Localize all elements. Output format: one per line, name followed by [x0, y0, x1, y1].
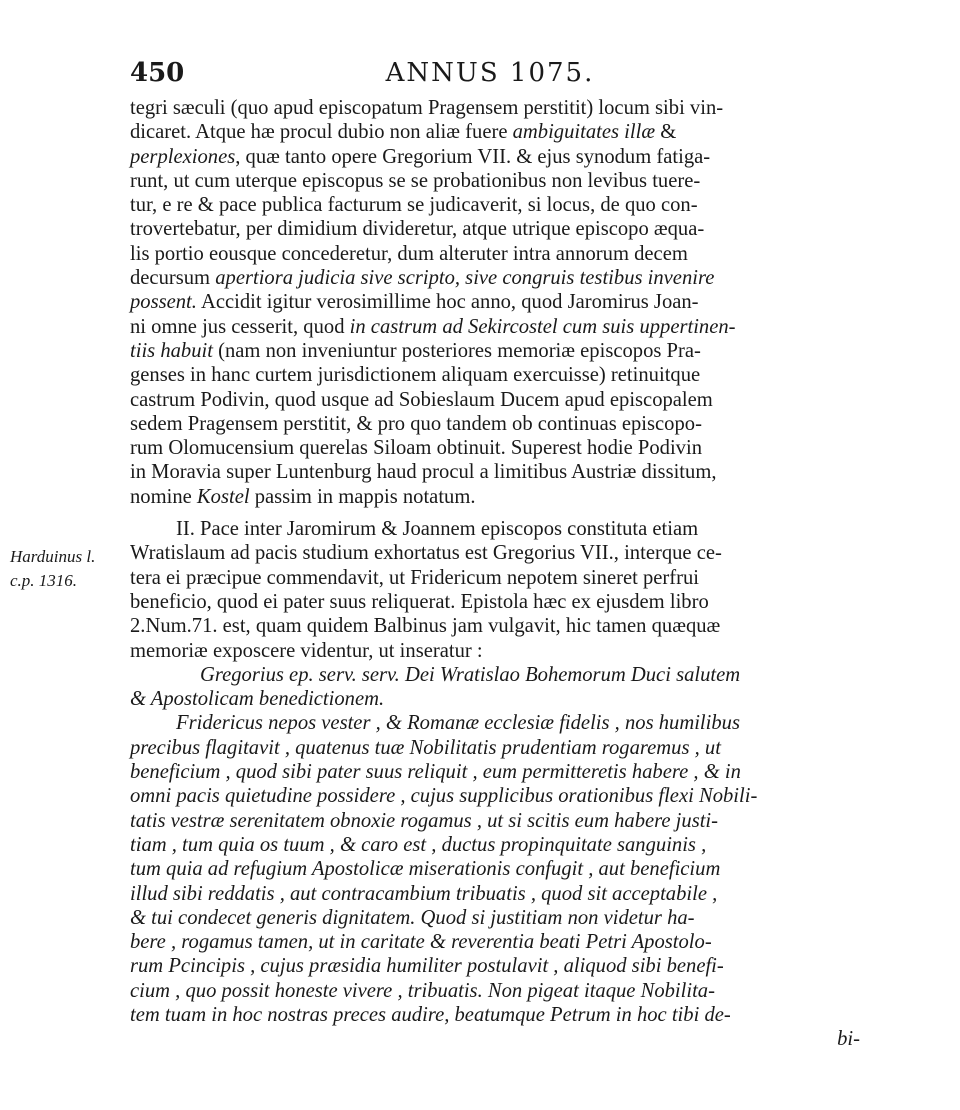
italic-span: illud sibi reddatis , aut contracambium tribuatis , quod sit acceptabile , — [130, 882, 718, 905]
text-span: passim in mappis notatum. — [249, 485, 476, 508]
margin-note — [10, 545, 130, 593]
italic-span: Kostel — [196, 485, 250, 508]
italic-span: ambiguitates illæ — [512, 121, 656, 144]
italic-span: perplexiones — [130, 145, 236, 168]
text-line — [130, 460, 860, 484]
text-line — [130, 436, 860, 460]
text-span: tera ei præcipue commendavit, ut Fridericum nepotem sineret perfrui — [130, 566, 699, 589]
text-line — [130, 242, 860, 266]
text-line — [130, 954, 860, 978]
text-line — [130, 485, 860, 509]
text-span: tur, e re & pace publica facturum se judicaverit, si locus, de quo con- — [130, 194, 698, 217]
text-line — [130, 339, 860, 363]
text-span: tegri sæculi (quo apud episcopatum Pragensem perstitit) locum sibi vin- — [130, 97, 724, 119]
text-span: beneficio, quod ei pater suus reliquerat. Epistola hæc ex ejusdem libro — [130, 590, 709, 613]
text-line — [130, 412, 860, 436]
margin-note-line: c.p. 1316. — [10, 571, 78, 590]
page-header — [130, 58, 850, 94]
text-span: (nam non inveniuntur posteriores memoriæ episcopos Pra- — [212, 339, 701, 362]
italic-span: in castrum ad Sekircostel cum suis uppertinen- — [349, 315, 736, 338]
text-line — [130, 736, 860, 760]
text-line — [130, 663, 860, 687]
italic-span: tum quia ad refugium Apostolicæ miserationis confugit , aut beneficium — [130, 858, 721, 881]
text-span: rum Olomucensium querelas Siloam obtinuit. Superest hodie Podivin — [130, 437, 702, 460]
italic-span: tem tuam in hoc nostras preces audire, beatumque Petrum in hoc tibi de- — [130, 1003, 731, 1026]
body-text — [130, 96, 860, 1052]
text-line — [130, 760, 860, 784]
italic-span: & Apostolicam benedictionem. — [130, 688, 385, 711]
text-line — [130, 857, 860, 881]
text-span: ni omne jus cesserit, quod — [130, 315, 350, 338]
text-line — [130, 590, 860, 614]
text-span: & — [655, 121, 677, 144]
italic-span: bi- — [837, 1028, 860, 1051]
text-line — [130, 290, 860, 314]
text-span: sedem Pragensem perstitit, & pro quo tandem ob continuas episcopo- — [130, 412, 702, 435]
text-line — [130, 145, 860, 169]
text-line — [130, 120, 860, 144]
text-line — [130, 687, 860, 711]
page-number: 450 — [130, 58, 185, 88]
italic-span: & tui condecet generis dignitatem. Quod si justitiam non videtur ha- — [130, 906, 695, 929]
italic-span: omni pacis quietudine possidere , cujus supplicibus orationibus flexi Nobili- — [130, 785, 758, 808]
text-span: 2.Num.71. est, quam quidem Balbinus jam vulgavit, hic tamen quæquæ — [130, 615, 721, 638]
italic-span: Fridericus nepos vester , & Romanæ ecclesiæ fidelis , nos humilibus — [176, 712, 740, 735]
text-span: Wratislaum ad pacis studium exhortatus est Gregorius VII., interque ce- — [130, 542, 722, 565]
text-span: Accidit igitur verosimillime hoc anno, quod Jaromirus Joan- — [196, 291, 699, 314]
italic-span: possent. — [130, 291, 197, 314]
text-span: decursum — [130, 267, 216, 290]
text-span: genses in hanc curtem jurisdictionem aliquam exercuisse) retinuitque — [130, 364, 701, 387]
text-line — [130, 930, 860, 954]
italic-span: Gregorius ep. serv. serv. Dei Wratislao Bohemorum Duci salutem — [200, 663, 741, 686]
text-line — [130, 833, 860, 857]
italic-span: bere , rogamus tamen, ut in caritate & reverentia beati Petri Apostolo- — [130, 931, 712, 954]
italic-span: tiam , tum quia os tuum , & caro est , ductus propinquitate sanguinis , — [130, 833, 707, 856]
text-line — [130, 809, 860, 833]
text-line — [130, 363, 860, 387]
text-span: , quæ tanto opere Gregorium VII. & ejus synodum fatiga- — [235, 145, 711, 168]
text-line — [130, 614, 860, 638]
italic-span: apertiora judicia sive scripto, sive congruis testibus invenire — [215, 267, 715, 290]
text-span: dicaret. Atque hæ procul dubio non aliæ fuere — [130, 121, 513, 144]
italic-span: rum Pcincipis , cujus præsidia humiliter postulavit , aliquod sibi benefi- — [130, 955, 724, 978]
text-span: memoriæ exposcere videntur, ut inseratur : — [130, 639, 483, 662]
text-span: trovertebatur, per dimidium divideretur, atque utrique episcopo æqua- — [130, 218, 705, 241]
text-line — [130, 639, 860, 663]
italic-span: precibus flagitavit , quatenus tuæ Nobilitatis prudentiam rogaremus , ut — [130, 736, 721, 759]
text-line — [130, 541, 860, 565]
text-span: runt, ut cum uterque episcopus se se probationibus non levibus tuere- — [130, 169, 701, 192]
catchword — [130, 1027, 860, 1051]
text-line — [130, 566, 860, 590]
text-line — [130, 193, 860, 217]
text-line — [130, 169, 860, 193]
text-line — [130, 266, 860, 290]
text-span: in Moravia super Luntenburg haud procul a limitibus Austriæ dissitum, — [130, 461, 717, 484]
text-line — [130, 784, 860, 808]
text-span: lis portio eousque concederetur, dum alteruter intra annorum decem — [130, 242, 688, 265]
text-line — [130, 96, 860, 120]
text-line — [130, 882, 860, 906]
italic-span: beneficium , quod sibi pater suus reliquit , eum permitteretis habere , & in — [130, 761, 741, 784]
text-span: II. Pace inter Jaromirum & Joannem episcopos constituta etiam — [176, 518, 699, 541]
text-line — [130, 979, 860, 1003]
running-title: ANNUS 1075. — [385, 58, 595, 88]
text-line — [130, 315, 860, 339]
italic-span: tiis habuit — [130, 339, 213, 362]
italic-span: tatis vestræ serenitatem obnoxie rogamus , ut si scitis eum habere justi- — [130, 809, 719, 832]
text-line — [130, 711, 860, 735]
text-line — [130, 1003, 860, 1027]
text-span: nomine — [130, 485, 197, 508]
text-line — [130, 388, 860, 412]
text-line — [130, 217, 860, 241]
text-line — [130, 517, 860, 541]
italic-span: cium , quo possit honeste vivere , tribuatis. Non pigeat itaque Nobilita- — [130, 979, 715, 1002]
text-line — [130, 906, 860, 930]
paragraph-gap — [130, 509, 860, 517]
margin-note-line: Harduinus l. — [10, 547, 96, 566]
text-span: castrum Podivin, quod usque ad Sobieslaum Ducem apud episcopalem — [130, 388, 713, 411]
